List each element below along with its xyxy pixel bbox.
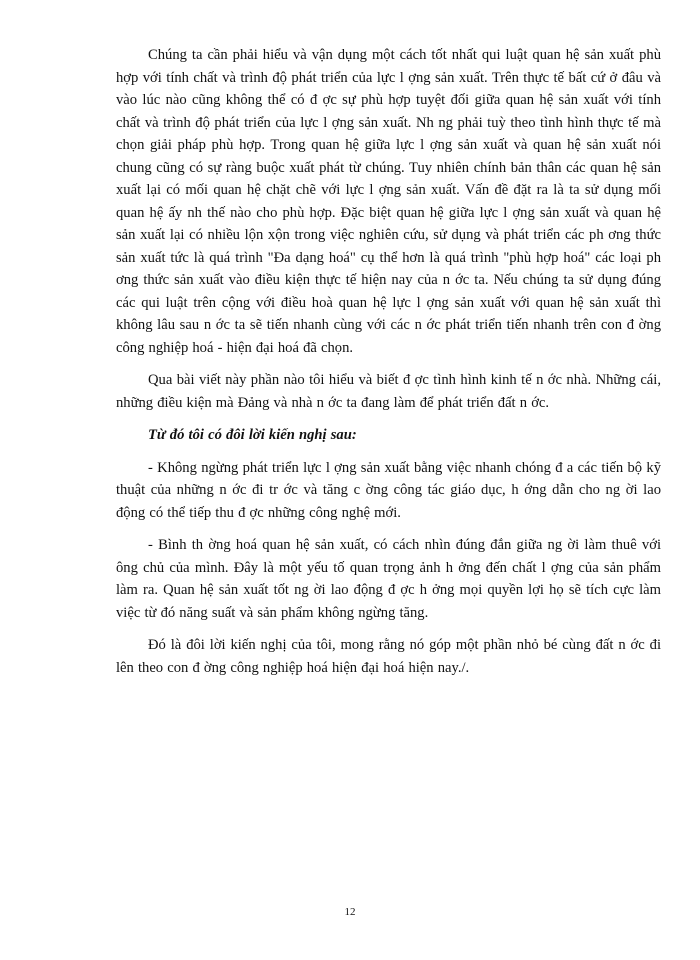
document-body	[116, 44, 661, 679]
paragraph-3: - Không ngừng phát triển lực l ợng sản xuất bằng việc nhanh chóng đ a các tiến bộ kỹ thuật của những n ớc đi tr ớc và tăng c ờng công tác giáo dục, h ớng dẫn cho ng ời lao động có thể tiếp thu đ ợc những công nghệ mới.	[116, 459, 661, 521]
paragraph-1: Chúng ta cần phải hiểu và vận dụng một cách tốt nhất qui luật quan hệ sản xuất phù hợp với tính chất và trình độ phát triển của lực l ợng sản xuất. Trên thực tế bất cứ ở đâu và vào lúc nào cũng không thể có đ ợc sự phù hợp tuyệt đối giữa quan hệ sản xuất với tính chất và trình độ phát triển của lực l ợng sản xuất. Nh ng phải tuỳ theo tình hình thực tế mà chọn giải pháp phù hợp. Trong quan hệ giữa lực l ợng sản xuất và quan hệ sản xuất nói chung cũng có sự ràng buộc xuất phát từ chúng. Tuy nhiên chính bản thân các quan hệ sản xuất lại có mối quan hệ chặt chẽ với lực l ợng sản xuất. Vấn đề đặt ra là ta sử dụng mối quan hệ ấy nh thế nào cho phù hợp. Đặc biệt quan hệ giữa lực l ợng sản xuất và quan hệ sản xuất lại có nhiều lộn xộn trong việc nghiên cứu, sử dụng và phát triển các ph ơng thức sản xuất tức là quá trình "Đa dạng hoá" cụ thể hơn là quá trình "phù hợp hoá" các loại ph ơng thức sản xuất vào điều kiện thực tế hiện nay của n ớc ta. Nếu chúng ta sử dụng đúng các qui luật trên cộng với điều hoà quan hệ lực l ợng sản xuất với quan hệ sản xuất thì không lâu sau n ớc ta sẽ tiến nhanh cùng với các n ớc phát triển tiến nhanh trên con đ ờng công nghiệp hoá - hiện đại hoá đã chọn.	[116, 47, 661, 356]
paragraph-4: - Bình th ờng hoá quan hệ sản xuất, có cách nhìn đúng đắn giữa ng ời làm thuê với ông chủ của mình. Đây là một yếu tố quan trọng ảnh h ởng đến chất l ợng của sản phẩm làm ra. Quan hệ sản xuất tốt ng ời lao động đ ợc h ởng mọi quyền lợi họ sẽ tích cực làm việc từ đó năng suất và sản phẩm không ngừng tăng.	[116, 537, 661, 621]
section-heading: Từ đó tôi có đôi lời kiến nghị sau:	[148, 427, 357, 443]
paragraph-2: Qua bài viết này phần nào tôi hiểu và biết đ ợc tình hình kinh tế n ớc nhà. Những cái, những điều kiện mà Đảng và nhà n ớc ta đang làm để phát triển đất n ớc.	[116, 372, 661, 411]
page-number: 12	[344, 906, 356, 918]
paragraph-5: Đó là đôi lời kiến nghị của tôi, mong rằng nó góp một phần nhỏ bé cùng đất n ớc đi lên theo con đ ờng công nghiệp hoá hiện đại hoá hiện nay./.	[116, 637, 661, 676]
